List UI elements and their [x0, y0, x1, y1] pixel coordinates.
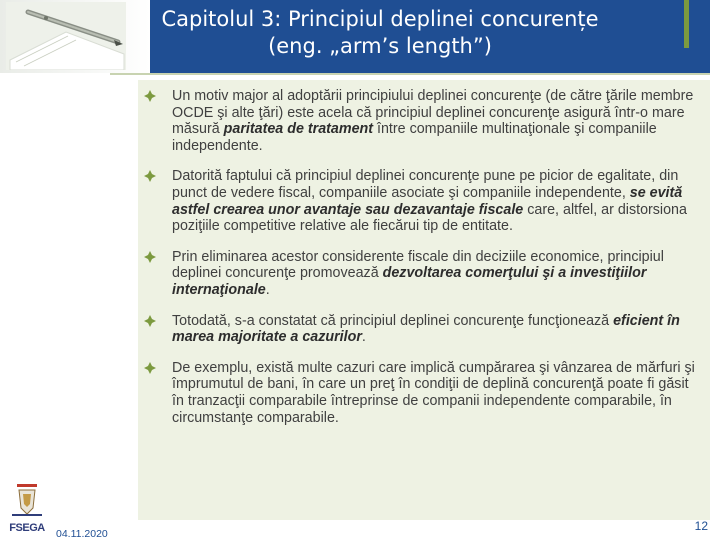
faculty-emblem-icon [6, 478, 48, 522]
list-item [138, 168, 702, 234]
bullet-text: Datorită faptului că principiul deplinei concurenţe pune pe picior de egalitate, din punct de vedere fiscal, companiile asociate şi companiile independente, [172, 168, 679, 201]
diamond-bullet-icon [144, 90, 156, 102]
bullet-emphasis: eficient în marea majoritate a cazurilor [172, 312, 680, 346]
bullet-text: Prin eliminarea acestor considerente fiscale din deciziile economice, principiul deplinei concurenţe promovează [172, 248, 664, 282]
page-number: 12 [694, 519, 708, 533]
bullet-text: Totodată, s-a constatat că principiul deplinei concurenţe funcţionează [172, 312, 614, 329]
header-divider [110, 73, 710, 75]
slide-title [120, 6, 640, 60]
diamond-bullet-icon [144, 170, 156, 182]
bullet-emphasis: paritatea de tratament [223, 121, 374, 138]
bullet-emphasis: se evită astfel crearea unor avantaje sau dezavantaje fiscale [172, 184, 683, 218]
bullet-text-end: . [265, 281, 270, 298]
list-item [138, 313, 702, 346]
fsega-logo-text: FSEGA [9, 522, 45, 534]
slide-title-line-1: Capitolul 3: Principiul deplinei concurențe [161, 7, 599, 31]
list-item [138, 88, 702, 154]
bullet-emphasis: dezvoltarea comerţului şi a investiţiilor internaţionale [172, 265, 647, 298]
slide-header [0, 0, 720, 73]
bullet-text-end: care, altfel, ar distorsiona poziţiile competitive relative ale fiecărui tip de entitate. [172, 201, 687, 235]
content-panel [138, 80, 710, 520]
slide-date: 04.11.2020 [56, 528, 108, 540]
accent-bar [684, 0, 689, 48]
diamond-bullet-icon [144, 362, 156, 374]
bullet-text: Un motiv major al adoptării principiului deplinei concurenţe (de către ţările membre OCDE şi alte ţări) este acela că principiul deplinei concurenţe asigură într-o mare măsură [172, 88, 694, 138]
pen-and-paper-icon [6, 2, 126, 70]
list-item [138, 249, 702, 299]
diamond-bullet-icon [144, 251, 156, 263]
bullet-list [138, 88, 702, 440]
bullet-text-end: între companiile multinaţionale şi companiile independente. [172, 121, 657, 154]
fsega-logo [6, 478, 48, 534]
bullet-text-end: . [361, 329, 366, 346]
bullet-text: De exemplu, există multe cazuri care implică cumpărarea şi vânzarea de mărfuri şi împrumutul de bani, în care un preţ în condiţii de deplină concurenţă poate fi găsit în tranzacţii comparabile întreprinse de companii independente comparabile, în circumstanţe comparabile. [172, 359, 695, 426]
diamond-bullet-icon [144, 315, 156, 327]
slide-title-line-2: (eng. „arm’s length”) [268, 34, 492, 58]
list-item [138, 360, 702, 426]
